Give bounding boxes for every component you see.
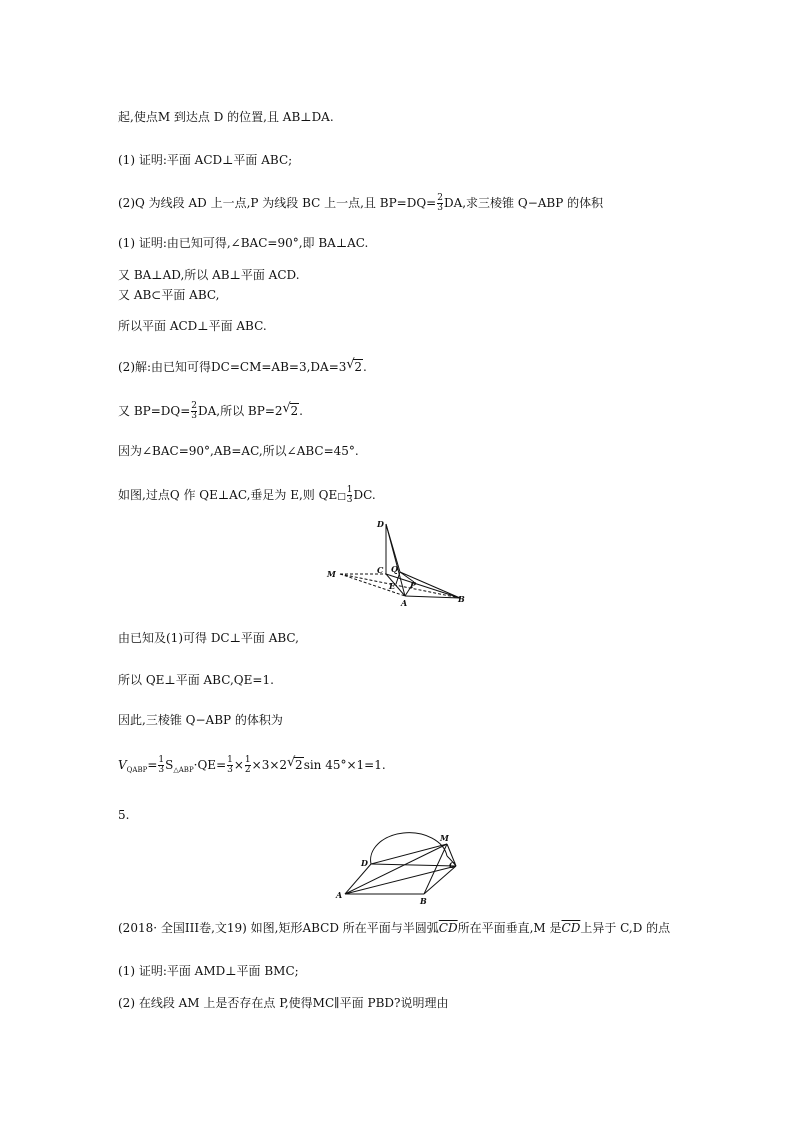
- text-line: 因此,三棱锥 Q−ABP 的体积为: [118, 713, 283, 727]
- label-p: P: [410, 580, 417, 590]
- symbol: □: [337, 492, 346, 502]
- text-span: (2018· 全国III卷,文19) 如图,矩形ABCD 所在平面与半圆弧: [118, 921, 439, 935]
- fraction: $\frac{1}{3}$: [158, 755, 165, 775]
- pyramid-figure: [322, 516, 472, 610]
- text-span: ×3×2: [251, 758, 288, 772]
- text-line: $V_{QABP}=$ $\frac{1}{3}$ $S_{\triangle ABP}\cdot QE=$ $\frac{1}{3}$ × $\frac{1}{2}$ ×3×2 √ 2sin 45°×1=1.: [118, 756, 386, 777]
- fraction: $\frac{2}{3}$: [191, 401, 198, 421]
- text-line: (1) 证明:由已知可得,∠BAC=90°,即 BA⊥AC.: [118, 236, 369, 250]
- edge-qb: [400, 572, 460, 598]
- text-span: 上异于 C,D 的点: [580, 921, 671, 935]
- label-m: M: [327, 569, 336, 579]
- volume-v: V: [118, 758, 127, 772]
- sqrt: √ 2: [346, 360, 363, 374]
- label-c: C: [449, 860, 456, 870]
- subscript: △ABP: [173, 766, 194, 774]
- arc-cd: [371, 833, 447, 864]
- fraction: $\frac{1}{3}$: [346, 485, 353, 505]
- fraction: $\frac{2}{3}$: [437, 193, 443, 213]
- label-c: C: [377, 565, 384, 575]
- text-line: (2) 在线段 AM 上是否存在点 P,使得MC∥平面 PBD?说明理由: [118, 996, 449, 1010]
- edge-dc: [371, 864, 456, 866]
- text-line: [118, 486, 376, 505]
- text-span: S: [165, 758, 174, 772]
- text-line: 又 AB⊂平面 ABC,: [118, 288, 220, 302]
- label-a: A: [401, 598, 408, 608]
- text-span: .: [363, 360, 367, 374]
- text-line: [118, 360, 367, 374]
- text-line: 所以 QE⊥平面 ABC,QE=1.: [118, 673, 274, 687]
- sqrt: √ 2: [283, 404, 300, 418]
- text-span: 如图,过点Q 作 QE⊥AC,垂足为 E,则 QE: [118, 488, 338, 502]
- text-line: [118, 921, 670, 935]
- text-line: 所以平面 ACD⊥平面 ABC.: [118, 319, 267, 333]
- text-span: DA,所以 BP=2: [198, 404, 283, 418]
- edge-da: [345, 864, 371, 894]
- text-line: 因为∠BAC=90°,AB=AC,所以∠ABC=45°.: [118, 444, 359, 458]
- text-span: ×: [233, 758, 244, 772]
- fraction: $\frac{1}{3}$: [227, 755, 233, 775]
- text-line: (1) 证明:平面 ACD⊥平面 ABC;: [118, 153, 293, 167]
- text-span: ·QE=: [193, 758, 227, 772]
- fraction: $\frac{1}{2}$: [244, 755, 251, 775]
- sqrt: √ 2: [287, 758, 304, 772]
- label-b: B: [420, 896, 427, 906]
- text-line: 起,使点M 到达点 D 的位置,且 AB⊥DA.: [118, 110, 334, 124]
- label-d: D: [377, 519, 384, 529]
- label-m: M: [440, 833, 449, 843]
- edge-dm: [371, 844, 447, 864]
- label-d: D: [361, 858, 368, 868]
- text-span: (2)Q 为线段 AD 上一点,P 为线段 BC 上一点,且 BP=DQ=: [118, 196, 437, 210]
- text-line: [118, 402, 303, 421]
- text-span: 又 BP=DQ=: [118, 404, 191, 418]
- text-line: 由已知及(1)可得 DC⊥平面 ABC,: [118, 631, 299, 645]
- text-span: (2)解:由已知可得DC=CM=AB=3,DA=3: [118, 360, 347, 374]
- text-span: sin 45°×1=1.: [303, 758, 386, 772]
- label-a: A: [336, 890, 343, 900]
- edge-ab: [405, 596, 460, 598]
- text-span: 所在平面垂直,M 是: [457, 921, 562, 935]
- arc-cd-label: $\overline{CD}$: [561, 921, 581, 935]
- text-line: [118, 194, 603, 213]
- label-e: E: [389, 581, 396, 591]
- subscript: QABP: [126, 766, 148, 774]
- semicircle-figure: [333, 822, 473, 908]
- label-q: Q: [391, 564, 398, 574]
- edge-am: [345, 844, 447, 894]
- arc-cd-label: $\overline{CD}$: [438, 921, 458, 935]
- edge-cb: [386, 574, 460, 598]
- text-line: (1) 证明:平面 AMD⊥平面 BMC;: [118, 964, 299, 978]
- text-span: DA,求三棱锥 Q−ABP 的体积: [443, 196, 604, 210]
- text-span: .: [299, 404, 303, 418]
- label-b: B: [458, 594, 465, 604]
- text-span: DC.: [353, 488, 376, 502]
- text-line: 又 BA⊥AD,所以 AB⊥平面 ACD.: [118, 268, 300, 282]
- text-line: 5.: [118, 808, 130, 822]
